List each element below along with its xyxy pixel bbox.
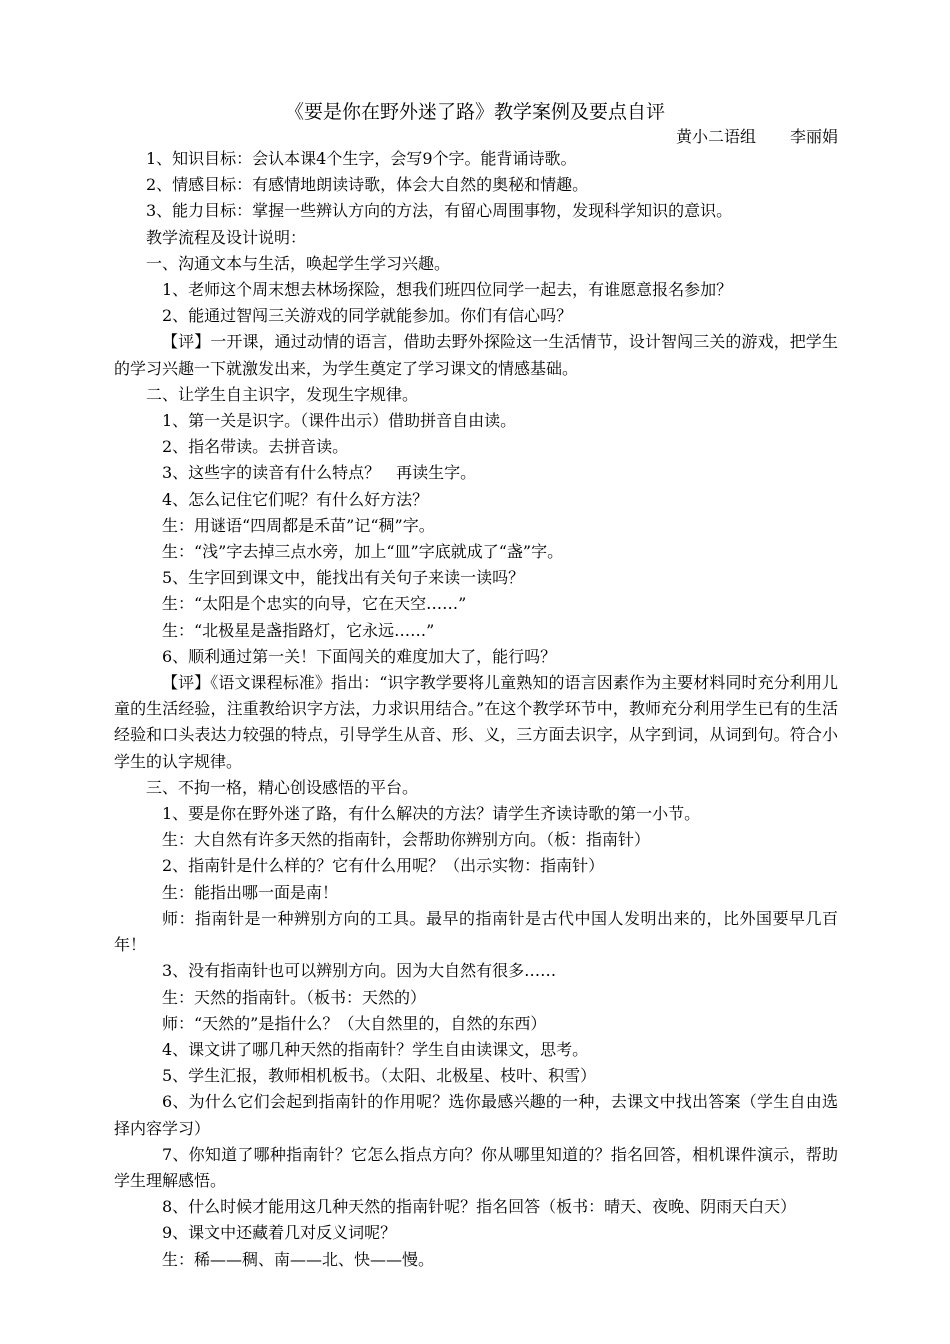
paragraph: 生：大自然有许多天然的指南针，会帮助你辨别方向。（板：指南针） <box>162 830 651 850</box>
paragraph: 3、没有指南针也可以辨别方向。因为大自然有很多…… <box>162 961 557 981</box>
paragraph: 1、第一关是识字。（课件出示）借助拼音自由读。 <box>162 411 517 431</box>
paragraph: 生：用谜语“四周都是禾苗”记“稠”字。 <box>162 515 435 535</box>
section-heading: 一、沟通文本与生活，唤起学生学习兴趣。 <box>146 253 451 273</box>
section-heading: 二、让学生自主识字，发现生字规律。 <box>146 384 419 404</box>
paragraph: 1、要是你在野外迷了路，有什么解决的方法？请学生齐读诗歌的第一小节。 <box>162 804 701 824</box>
paragraph: 4、课文讲了哪几种天然的指南针？学生自由读课文，思考。 <box>162 1039 589 1059</box>
paragraph: 9、课文中还藏着几对反义词呢？ <box>162 1223 397 1243</box>
paragraph: 生：能指出哪一面是南！ <box>162 882 339 902</box>
paragraph: 5、学生汇报，教师相机板书。（太阳、北极星、枝叶、积雪） <box>162 1066 597 1086</box>
section-heading: 三、不拘一格，精心创设感悟的平台。 <box>146 777 419 797</box>
author-name: 李丽娟 <box>789 127 838 146</box>
review-paragraph: 【评】《语文课程标准》指出：“识字教学要将儿童熟知的语言因素作为主要材料同时充分利用儿童的生活经验，注重教给识字方法，力求识用结合。”在这个教学环节中，教师充分利用学生已有的生活经验和口头表达力较强的特点，引导学生从音、形、义，三方面去识字，从字到词，从词到句。符合小学生的认字规律。 <box>114 673 838 771</box>
paragraph: 6、顺利通过第一关！下面闯关的难度加大了，能行吗？ <box>162 646 557 666</box>
paragraph: 2、能通过智闯三关游戏的同学就能参加。你们有信心吗？ <box>162 306 573 326</box>
paragraph: 师：“天然的”是指什么？（大自然里的，自然的东西） <box>162 1013 547 1033</box>
paragraph: 8、什么时候才能用这几种天然的指南针呢？指名回答（板书：晴天、夜晚、阴雨天白天） <box>162 1197 797 1217</box>
paragraph: 3、这些字的读音有什么特点？ 再读生字。 <box>162 463 477 483</box>
paragraph: 5、生字回到课文中，能找出有关句子来读一读吗？ <box>162 568 525 588</box>
paragraph: 生：“北极星是盏指路灯，它永远……” <box>162 620 435 640</box>
paragraph: 师：指南针是一种辨别方向的工具。最早的指南针是古代中国人发明出来的，比外国要早几百年！ <box>114 908 838 955</box>
review-paragraph: 【评】一开课，通过动情的语言，借助去野外探险这一生活情节，设计智闯三关的游戏，把学生的学习兴趣一下就激发出来，为学生奠定了学习课文的情感基础。 <box>114 332 838 378</box>
paragraph: 2、情感目标：有感情地朗读诗歌，体会大自然的奥秘和情趣。 <box>146 175 589 195</box>
paragraph: 2、指名带读。去拼音读。 <box>162 437 349 457</box>
paragraph: 生：天然的指南针。（板书：天然的） <box>162 987 427 1007</box>
author-group: 黄小二语组 <box>675 127 756 146</box>
paragraph: 7、你知道了哪种指南针？它怎么指点方向？你从哪里知道的？指名回答，相机课件演示，帮助学生理解感悟。 <box>114 1144 838 1190</box>
paragraph: 4、怎么记住它们呢？有什么好方法？ <box>162 489 429 509</box>
document-body <box>114 146 838 1273</box>
paragraph: 生：“太阳是个忠实的向导，它在天空……” <box>162 594 467 614</box>
paragraph: 教学流程及设计说明： <box>146 227 307 247</box>
paragraph: 生：稀——稠、南——北、快——慢。 <box>162 1249 435 1269</box>
paragraph: 生：“浅”字去掉三点水旁，加上“皿”字底就成了“盏”字。 <box>162 542 564 562</box>
paragraph: 1、知识目标：会认本课4个生字，会写9个字。能背诵诗歌。 <box>146 149 577 168</box>
paragraph: 1、老师这个周末想去林场探险，想我们班四位同学一起去，有谁愿意报名参加？ <box>162 280 733 300</box>
paragraph: 3、能力目标：掌握一些辨认方向的方法，有留心周围事物，发现科学知识的意识。 <box>146 201 733 221</box>
document-title: 《要是你在野外迷了路》教学案例及要点自评 <box>284 101 665 123</box>
paragraph: 2、指南针是什么样的？它有什么用呢？（出示实物：指南针） <box>162 856 605 876</box>
paragraph: 6、为什么它们会起到指南针的作用呢？选你最感兴趣的一种，去课文中找出答案（学生自由选择内容学习） <box>114 1092 838 1138</box>
